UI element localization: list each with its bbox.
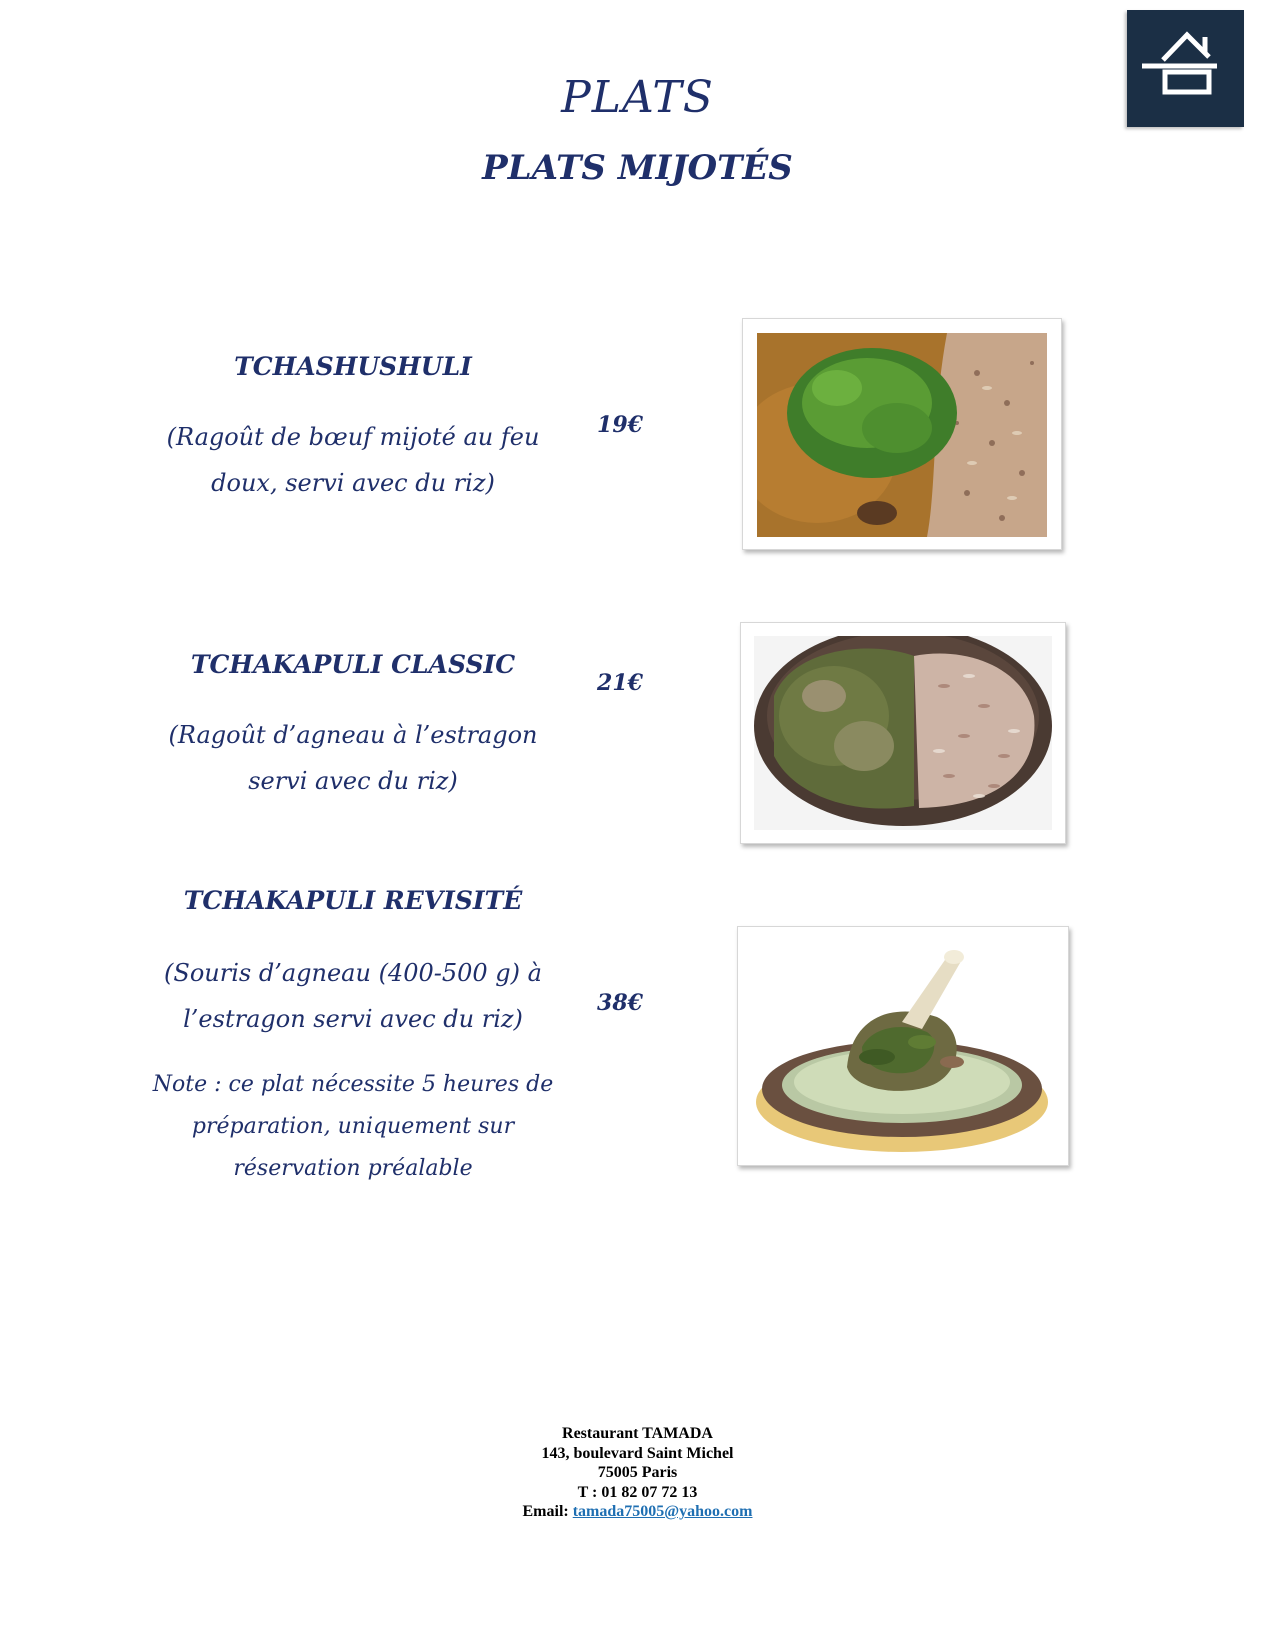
email-label: Email: — [522, 1503, 569, 1520]
page-title: PLATS — [561, 72, 714, 123]
dish-description-tchakapuli-classic — [118, 712, 588, 804]
dish-note-tchakapuli-revisite — [118, 1064, 588, 1190]
description-line: doux, servi avec du riz) — [211, 469, 495, 497]
dish-description-tchakapuli-revisite — [118, 950, 588, 1042]
restaurant-email-line — [0, 1502, 1275, 1522]
beef-stew-with-rice-photo — [742, 318, 1062, 550]
lamb-shank-photo — [737, 926, 1069, 1166]
note-line: Note : ce plat nécessite 5 heures de — [152, 1072, 554, 1097]
description-line: (Ragoût de bœuf mijoté au feu — [166, 423, 540, 451]
dish-name-tchashushuli: TCHASHUSHULI — [234, 352, 472, 381]
price-tchakapuli-revisite: 38€ — [597, 990, 643, 1016]
page-subtitle: PLATS MIJOTÉS — [482, 148, 793, 188]
description-line: (Ragoût d’agneau à l’estragon — [168, 721, 538, 749]
lamb-tarragon-stew-photo — [740, 622, 1066, 844]
email-link[interactable]: tamada75005@yahoo.com — [572, 1503, 753, 1520]
price-tchakapuli-classic: 21€ — [597, 670, 643, 696]
price-tchashushuli: 19€ — [597, 412, 643, 438]
restaurant-contact-footer — [0, 1424, 1275, 1522]
description-line: l’estragon servi avec du riz) — [183, 1005, 523, 1033]
dish-description-tchashushuli — [118, 414, 588, 506]
note-line: réservation préalable — [233, 1156, 473, 1181]
restaurant-phone: T : 01 82 07 72 13 — [577, 1483, 698, 1501]
dish-name-tchakapuli-revisite: TCHAKAPULI REVISITÉ — [183, 886, 523, 915]
dish-name-tchakapuli-classic: TCHAKAPULI CLASSIC — [190, 650, 516, 679]
description-line: (Souris d’agneau (400-500 g) à — [164, 959, 542, 987]
restaurant-name: Restaurant TAMADA — [562, 1425, 713, 1442]
restaurant-city: 75005 Paris — [597, 1464, 678, 1481]
note-line: préparation, uniquement sur — [191, 1114, 515, 1139]
description-line: servi avec du riz) — [248, 767, 458, 795]
restaurant-address: 143, boulevard Saint Michel — [541, 1444, 734, 1462]
